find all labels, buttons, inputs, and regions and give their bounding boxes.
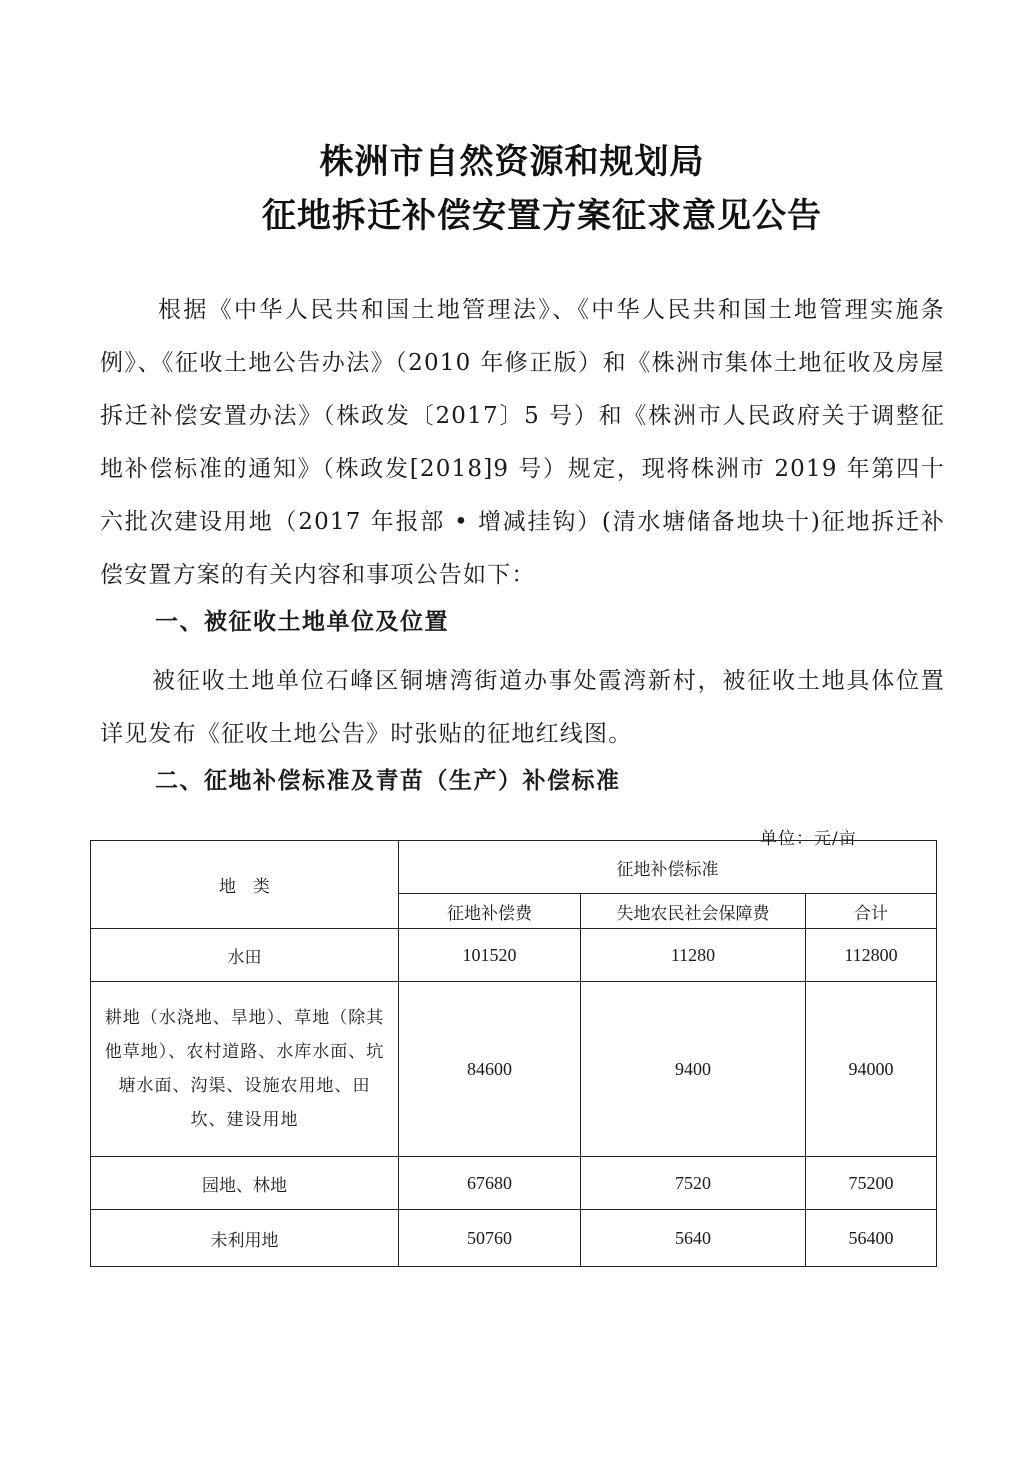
intro-paragraph: 根据《中华人民共和国土地管理法》、《中华人民共和国土地管理实施条例》、《征收土地公告办法》（2010 年修正版）和《株洲市集体土地征收及房屋拆迁补偿安置办法》（株政发〔2017〕5 号）和《株洲市人民政府关于调整征地补偿标准的通知》（株政发[2018]9 号）规定，现将株洲市 2019 年第四十六批次建设用地（2017 年报部 • 增减挂钩）(清水塘储备地块十)征地拆迁补偿安置方案的有关内容和事项公告如下： [100, 297, 945, 588]
title-line-1: 株洲市自然资源和规划局 [319, 142, 705, 182]
cell-social: 9400 [581, 982, 806, 1157]
table-row [91, 982, 937, 1157]
section-1-paragraph: 被征收土地单位石峰区铜塘湾街道办事处霞湾新村，被征收土地具体位置详见发布《征收土地公告》时张贴的征地红线图。 [100, 668, 945, 747]
table-header-row [91, 841, 937, 894]
cell-land-type: 未利用地 [91, 1210, 399, 1267]
cell-fee: 50760 [399, 1210, 581, 1267]
cell-fee: 84600 [399, 982, 581, 1157]
table-row [91, 1210, 937, 1267]
cell-total: 112800 [806, 929, 937, 982]
compensation-table [90, 840, 937, 1267]
header-total: 合计 [806, 894, 937, 929]
table-row [91, 929, 937, 982]
cell-total: 94000 [806, 982, 937, 1157]
cell-social: 11280 [581, 929, 806, 982]
cell-social: 7520 [581, 1157, 806, 1210]
cell-total: 75200 [806, 1157, 937, 1210]
cell-land-type: 园地、林地 [91, 1157, 399, 1210]
table-row [91, 1157, 937, 1210]
cell-land-type: 耕地（水浇地、旱地）、草地（除其他草地）、农村道路、水库水面、坑塘水面、沟渠、设施农用地、田坎、建设用地 [91, 982, 399, 1157]
section-2-heading: 二、征地补偿标准及青苗（生产）补偿标准 [155, 768, 621, 794]
cell-total: 56400 [806, 1210, 937, 1267]
header-social-security-fee: 失地农民社会保障费 [581, 894, 806, 929]
header-land-type: 地 类 [91, 841, 399, 929]
cell-land-type: 水田 [91, 929, 399, 982]
cell-social: 5640 [581, 1210, 806, 1267]
cell-fee: 67680 [399, 1157, 581, 1210]
table-unit-label: 单位：元/亩 [760, 829, 857, 849]
cell-fee: 101520 [399, 929, 581, 982]
header-compensation-standard: 征地补偿标准 [399, 841, 937, 894]
header-compensation-fee: 征地补偿费 [399, 894, 581, 929]
title-line-2: 征地拆迁补偿安置方案征求意见公告 [262, 196, 822, 236]
section-1-heading: 一、被征收土地单位及位置 [155, 609, 449, 635]
